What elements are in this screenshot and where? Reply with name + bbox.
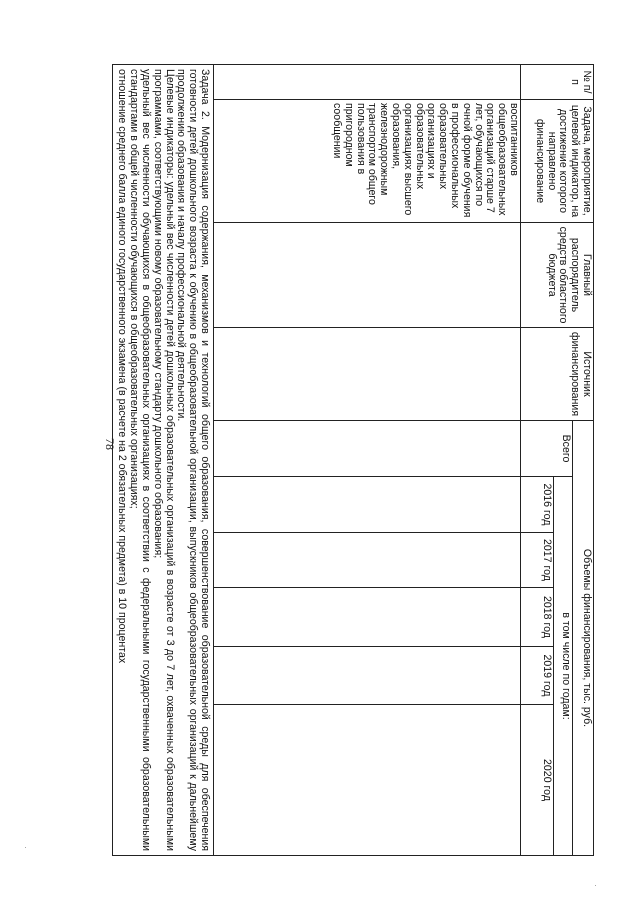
table-row <box>214 65 521 856</box>
year-2020-cell <box>214 705 521 856</box>
row-num-cell <box>214 65 521 100</box>
task2-row <box>112 65 213 856</box>
header-source: Источник финансирования <box>521 328 594 421</box>
header-year-2017: 2017 год <box>521 533 554 588</box>
source-cell <box>214 328 521 421</box>
task2-cell <box>112 65 213 856</box>
task2-indicator-1: Целевые индикаторы: удельный вес численности детей дошкольных образовательных организаций в возрасте от 3 до 7 лет, охваченных образовательными программами, соответствующими новому образовательному стандарту дошкольного образования; <box>151 69 176 852</box>
header-year-2020: 2020 год <box>521 705 554 856</box>
header-by-years: в том числе по годам: <box>554 477 573 856</box>
scan-mark: · <box>24 842 27 852</box>
continuation-text-cell: воспитанников общеобразовательных организаций старше 7 лет, обучающихся по очной форме обучения в профессиональных образовательных организациях и образовательных организациях высшего образования, железнодорожным транспортом общего пользования в пригородном сообщении <box>214 100 521 223</box>
header-task: Задача, мероприятие, целевой индикатор, на достижение которого направлено финансирование <box>521 100 594 223</box>
manager-cell <box>214 223 521 328</box>
header-year-2019: 2019 год <box>521 647 554 705</box>
total-cell <box>214 421 521 477</box>
header-total: Всего <box>521 421 573 477</box>
header-num: № п/п <box>521 65 594 100</box>
task2-title: Задача 2. Модернизация содержания, механизмов и технологий общего образования, совершенствование образовательной среды для обеспечения готовности детей дошкольного возраста к обучению в общеобразовательной организации, выпускников общеобразовательных организаций к дальнейшему продолжению образования и началу профессиональной деятельности. <box>175 69 211 852</box>
header-volumes: Объемы финансирования, тыс. руб. <box>573 421 594 856</box>
header-year-2018: 2018 год <box>521 588 554 647</box>
table-frame <box>114 64 594 855</box>
year-2017-cell <box>214 533 521 588</box>
year-2019-cell <box>214 647 521 705</box>
header-year-2016: 2016 год <box>521 477 554 533</box>
task2-indicator-2: удельный вес численности обучающихся в общеобразовательных организациях в соответствии с федеральными государственными образовательными стандартами в общей численности обучающихся в общеобразовательных организациях; <box>128 69 153 852</box>
year-2016-cell <box>214 477 521 533</box>
header-row-1 <box>573 65 594 856</box>
scan-mark: · <box>594 880 597 890</box>
header-manager: Главный распорядитель средств областного бюджета <box>521 223 594 328</box>
year-2018-cell <box>214 588 521 647</box>
task2-indicator-3: отношение среднего балла единого государственного экзамена (в расчете на 2 обязательных предмета) в 10 процентах <box>116 69 129 664</box>
financing-table <box>112 64 594 856</box>
page-number: 78 <box>103 438 117 450</box>
table-rotated-container <box>114 64 594 855</box>
